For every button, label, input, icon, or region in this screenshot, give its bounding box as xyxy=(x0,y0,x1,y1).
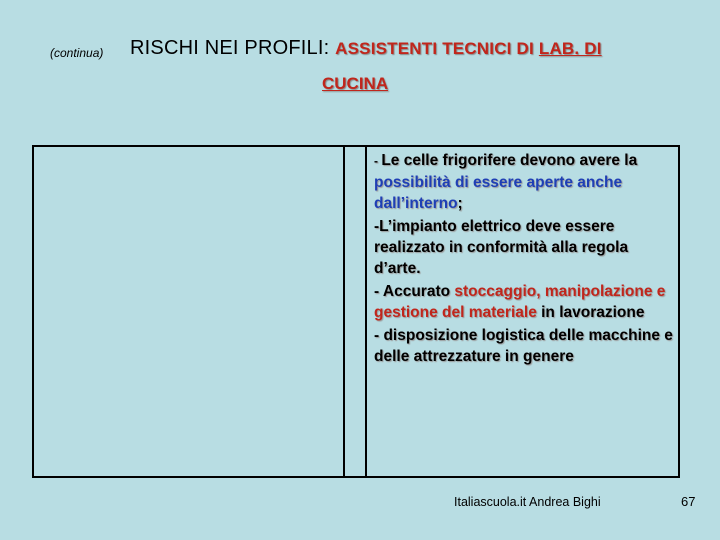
title-line2: CUCINA xyxy=(322,74,389,93)
p3-c: in lavorazione xyxy=(536,304,645,321)
frame-divider-left xyxy=(343,145,345,478)
p1-c: ; xyxy=(457,195,463,212)
page-number: 67 xyxy=(681,494,696,509)
p1-a: Le celle frigorifere devono avere la xyxy=(381,152,638,169)
p3-a: - Accurato xyxy=(374,283,455,300)
title-red-part xyxy=(335,39,602,58)
slide-header xyxy=(0,0,720,110)
title-black-part: RISCHI NEI PROFILI: xyxy=(130,37,330,59)
continua-label: (continua) xyxy=(50,46,104,60)
title-red-a: ASSISTENTI TECNICI DI xyxy=(335,39,539,58)
paragraph-celle xyxy=(374,150,674,214)
p1-dash: - xyxy=(374,154,382,168)
frame-divider-right xyxy=(365,145,367,478)
page-title xyxy=(130,37,602,60)
paragraph-stoccaggio xyxy=(374,281,674,323)
paragraph-disposizione: - disposizione logistica delle macchine e delle attrezzature in genere xyxy=(374,327,673,365)
content-text xyxy=(374,150,674,369)
footer-credit: Italiascuola.it Andrea Bighi xyxy=(454,495,601,509)
title-red-b: LAB. DI xyxy=(538,39,602,58)
p1-b: possibilità di essere aperte anche dall’interno xyxy=(374,174,623,212)
paragraph-impianto: -L’impianto elettrico deve essere realizzato in conformità alla regola d’arte. xyxy=(374,218,629,277)
p3-b: stoccaggio, manipolazione e gestione del materiale xyxy=(374,283,666,321)
